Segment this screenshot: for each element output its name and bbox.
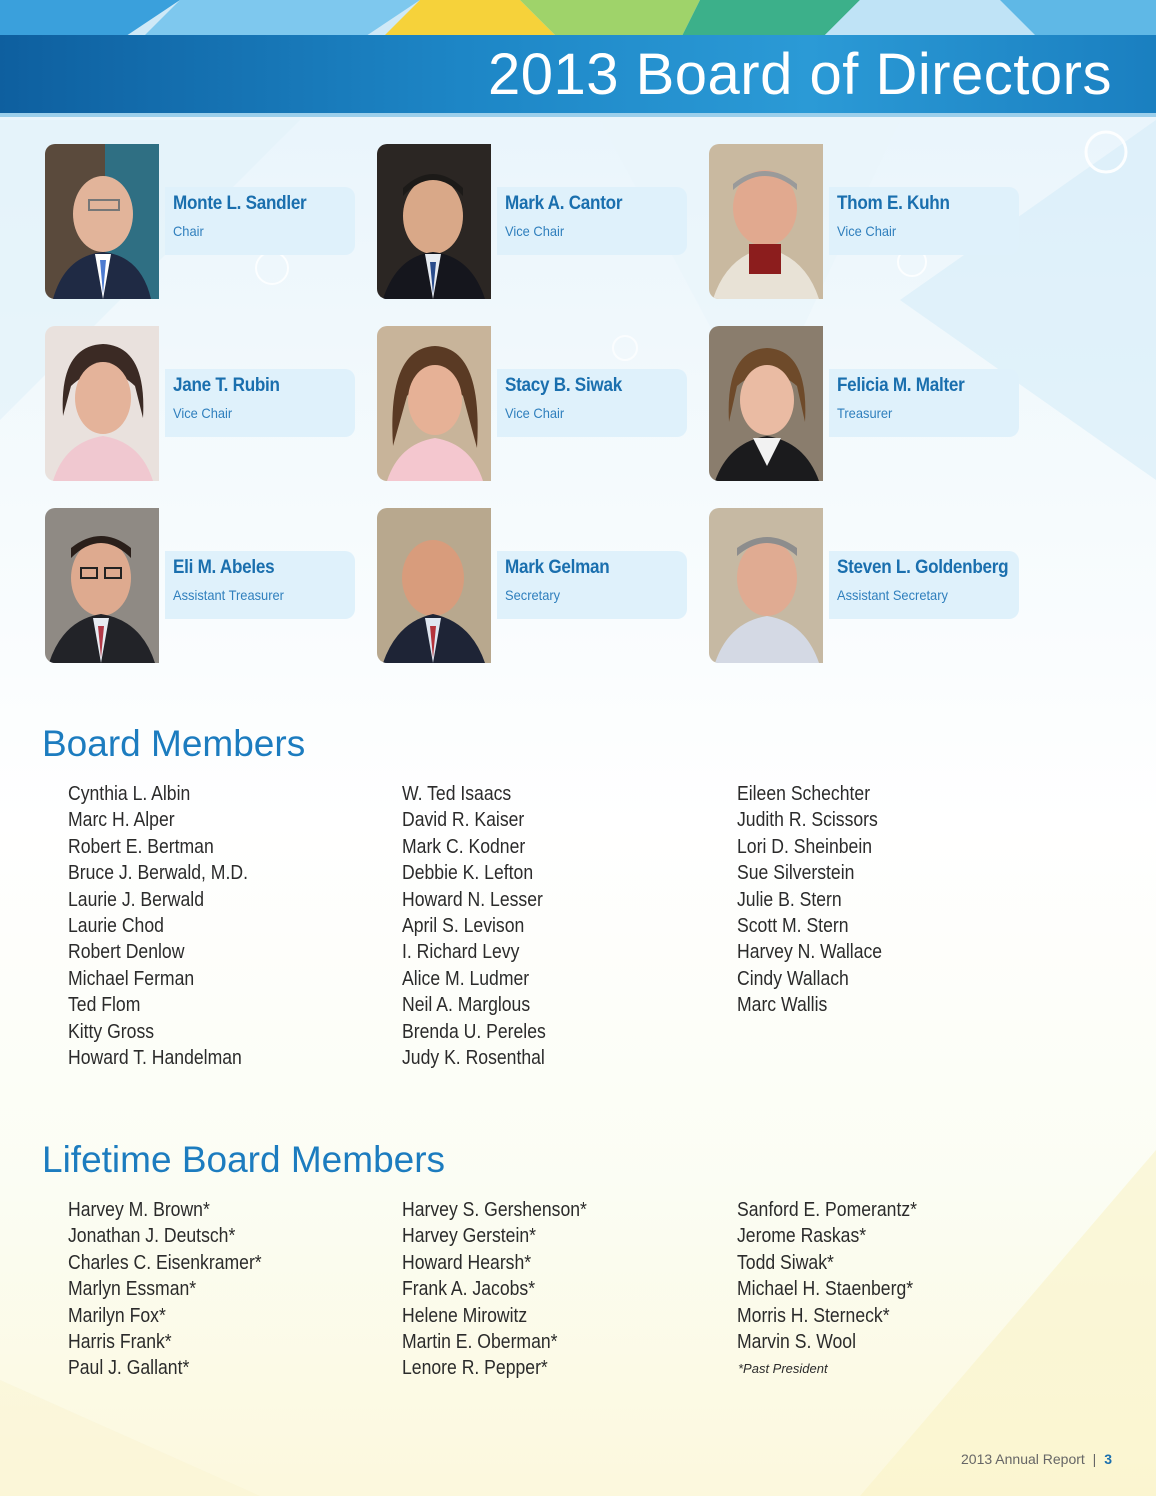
- officer-card: [709, 326, 1029, 481]
- list-item: Paul J. Gallant*: [68, 1357, 190, 1380]
- list-item: Harvey S. Gershenson*: [402, 1199, 587, 1221]
- list-item: Laurie Chod: [68, 915, 164, 938]
- portrait-photo: [45, 144, 159, 299]
- portrait-photo: [709, 144, 823, 299]
- list-item: Howard Hearsh*: [402, 1251, 532, 1274]
- name-tab: [497, 187, 687, 255]
- list-item: Howard T. Handelman: [68, 1047, 242, 1070]
- list-item: Robert E. Bertman: [68, 835, 214, 858]
- list-item: Charles C. Eisenkramer*: [68, 1251, 262, 1274]
- page-number: 3: [1104, 1451, 1112, 1467]
- header-decoration: [0, 0, 1156, 40]
- list-item: David R. Kaiser: [402, 809, 525, 832]
- list-item: Frank A. Jacobs*: [402, 1278, 536, 1301]
- footnote: *Past President: [738, 1361, 828, 1376]
- list-item: Marvin S. Wool: [737, 1331, 857, 1354]
- officer-role: Secretary: [505, 587, 561, 603]
- list-item: Cynthia L. Albin: [68, 783, 191, 805]
- portrait-photo: [377, 326, 491, 481]
- list-item: Michael Ferman: [68, 967, 195, 990]
- name-tab: [497, 369, 687, 437]
- officer-role: Vice Chair: [837, 223, 897, 239]
- list-item: Judy K. Rosenthal: [402, 1047, 545, 1070]
- footer-separator: |: [1092, 1451, 1097, 1467]
- officer-name: Monte L. Sandler: [173, 193, 307, 214]
- officer-role: Vice Chair: [173, 405, 233, 421]
- officer-role: Vice Chair: [505, 223, 565, 239]
- list-item: Jerome Raskas*: [737, 1225, 867, 1248]
- board-members-column: [737, 781, 902, 1019]
- lifetime-members-column: [737, 1197, 942, 1355]
- officer-name: Steven L. Goldenberg: [837, 557, 1009, 578]
- list-item: Scott M. Stern: [737, 915, 849, 938]
- name-tab: [829, 187, 1019, 255]
- list-item: Robert Denlow: [68, 941, 185, 964]
- footer-label: 2013 Annual Report: [961, 1451, 1085, 1467]
- board-members-column: [68, 781, 273, 1071]
- officer-card: [45, 508, 365, 663]
- officer-role: Assistant Treasurer: [173, 587, 284, 603]
- list-item: Marilyn Fox*: [68, 1304, 166, 1327]
- officer-name: Eli M. Abeles: [173, 557, 275, 578]
- list-item: Judith R. Scissors: [737, 809, 878, 832]
- list-item: Cindy Wallach: [737, 967, 849, 990]
- list-item: Howard N. Lesser: [402, 888, 543, 911]
- list-item: Debbie K. Lefton: [402, 862, 534, 885]
- list-item: Marc H. Alper: [68, 809, 175, 832]
- portrait-photo: [45, 326, 159, 481]
- officer-role: Chair: [173, 223, 204, 239]
- lifetime-members-column: [68, 1197, 288, 1382]
- list-item: Marc Wallis: [737, 994, 828, 1017]
- officer-card: [45, 144, 365, 299]
- list-item: Michael H. Staenberg*: [737, 1278, 914, 1301]
- list-item: Jonathan J. Deutsch*: [68, 1225, 236, 1248]
- officer-card: [45, 326, 365, 481]
- officer-card: [709, 144, 1029, 299]
- list-item: Marlyn Essman*: [68, 1278, 197, 1301]
- list-item: W. Ted Isaacs: [402, 783, 512, 805]
- list-item: Sanford E. Pomerantz*: [737, 1199, 918, 1221]
- list-item: Harvey N. Wallace: [737, 941, 883, 964]
- name-tab: [829, 551, 1019, 619]
- list-item: Eileen Schechter: [737, 783, 871, 805]
- officer-card: [377, 326, 697, 481]
- name-tab: [829, 369, 1019, 437]
- list-item: Morris H. Sterneck*: [737, 1304, 890, 1327]
- board-members-heading: Board Members: [42, 723, 306, 764]
- portrait-photo: [377, 144, 491, 299]
- list-item: Martin E. Oberman*: [402, 1331, 558, 1354]
- officer-role: Vice Chair: [505, 405, 565, 421]
- list-item: Helene Mirowitz: [402, 1304, 528, 1327]
- officer-name: Felicia M. Malter: [837, 375, 965, 396]
- list-item: I. Richard Levy: [402, 941, 520, 964]
- list-item: Brenda U. Pereles: [402, 1020, 546, 1043]
- list-item: Alice M. Ludmer: [402, 967, 530, 990]
- officer-name: Stacy B. Siwak: [505, 375, 622, 396]
- list-item: Ted Flom: [68, 994, 141, 1017]
- page-footer: [961, 1451, 1112, 1467]
- board-members-column: [402, 781, 565, 1071]
- list-item: Sue Silverstein: [737, 862, 855, 885]
- list-item: Todd Siwak*: [737, 1251, 834, 1274]
- list-item: Harris Frank*: [68, 1331, 172, 1354]
- officer-name: Mark A. Cantor: [505, 193, 623, 214]
- officer-card: [709, 508, 1029, 663]
- portrait-photo: [377, 508, 491, 663]
- portrait-photo: [709, 326, 823, 481]
- title-banner: [0, 35, 1156, 117]
- list-item: April S. Levison: [402, 915, 525, 938]
- officer-name: Jane T. Rubin: [173, 375, 280, 396]
- list-item: Laurie J. Berwald: [68, 888, 204, 911]
- lifetime-members-column: [402, 1197, 612, 1382]
- list-item: Mark C. Kodner: [402, 835, 526, 858]
- name-tab: [497, 551, 687, 619]
- officer-role: Treasurer: [837, 405, 893, 421]
- list-item: Neil A. Marglous: [402, 994, 531, 1017]
- name-tab: [165, 551, 355, 619]
- officer-name: Thom E. Kuhn: [837, 193, 950, 214]
- list-item: Kitty Gross: [68, 1020, 155, 1043]
- lifetime-members-heading: Lifetime Board Members: [42, 1139, 446, 1180]
- portrait-photo: [45, 508, 159, 663]
- officer-role: Assistant Secretary: [837, 587, 948, 603]
- officer-card: [377, 508, 697, 663]
- officer-card: [377, 144, 697, 299]
- name-tab: [165, 187, 355, 255]
- page-title: 2013 Board of Directors: [487, 42, 1112, 107]
- list-item: Harvey M. Brown*: [68, 1199, 210, 1221]
- name-tab: [165, 369, 355, 437]
- list-item: Harvey Gerstein*: [402, 1225, 537, 1248]
- list-item: Bruce J. Berwald, M.D.: [68, 862, 248, 885]
- officer-name: Mark Gelman: [505, 557, 610, 578]
- list-item: Julie B. Stern: [737, 888, 842, 911]
- portrait-photo: [709, 508, 823, 663]
- list-item: Lenore R. Pepper*: [402, 1357, 548, 1380]
- list-item: Lori D. Sheinbein: [737, 835, 873, 858]
